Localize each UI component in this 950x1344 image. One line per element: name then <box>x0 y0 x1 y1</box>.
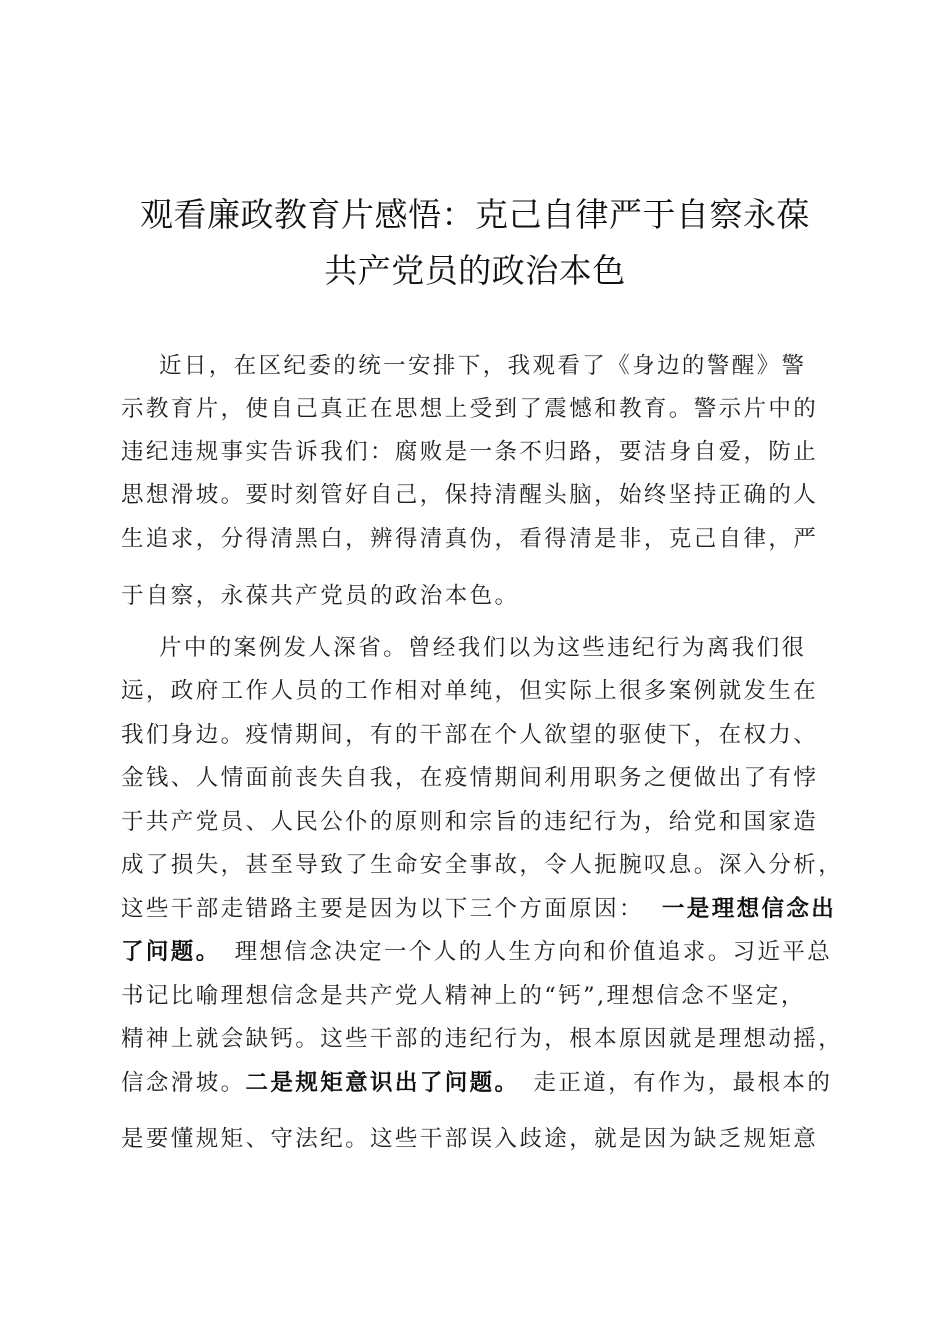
paragraph-2-line: 书记比喻理想信念是共产党人精神上的“钙”,理想信念不坚定， <box>121 983 806 1009</box>
paragraph-1-line: 违纪违规事实告诉我们：腐败是一条不归路，要洁身自爱，防止 <box>121 439 819 465</box>
document-title <box>100 187 850 299</box>
paragraph-2-line: 片中的案例发人深省。曾经我们以为这些违纪行为离我们很 <box>159 635 807 661</box>
line-text: 理想信念决定一个人的人生方向和价值追求。习近平总 <box>234 939 833 965</box>
point-1-heading: 一是理想信念出 <box>661 896 837 922</box>
title-line-1: 观看廉政教育片感悟：克己自律严于自察永葆 <box>140 195 810 234</box>
line-text: 信念滑坡。 <box>121 1070 246 1096</box>
paragraph-2-line: 是要懂规矩、守法纪。这些干部误入歧途，就是因为缺乏规矩意 <box>121 1126 819 1152</box>
paragraph-1-line: 生追求，分得清黑白，辨得清真伪，看得清是非，克己自律，严 <box>121 526 819 552</box>
paragraph-2-line: 我们身边。疫情期间，有的干部在个人欲望的驱使下，在权力、 <box>121 722 819 748</box>
paragraph-1-line: 示教育片，使自己真正在思想上受到了震憾和教育。警示片中的 <box>121 396 819 422</box>
paragraph-2-line: 远，政府工作人员的工作相对单纯，但实际上很多案例就发生在 <box>121 678 819 704</box>
paragraph-2-line: 金钱、人情面前丧失自我，在疫情期间利用职务之便做出了有悖 <box>121 765 819 791</box>
paragraph-2-line: 成了损失，甚至导致了生命安全事故，令人扼腕叹息。深入分析， <box>121 852 844 878</box>
point-2-heading: 二是规矩意识出了问题。 <box>245 1070 520 1096</box>
line-text: 这些干部走错路主要是因为以下三个方面原因： <box>121 896 644 922</box>
paragraph-1-line: 近日，在区纪委的统一安排下，我观看了《身边的警醒》警 <box>159 353 807 379</box>
paragraph-2-line <box>121 887 836 931</box>
paragraph-2-line: 于共产党员、人民公仆的原则和宗旨的违纪行为，给党和国家造 <box>121 809 819 835</box>
paragraph-2-line: 精神上就会缺钙。这些干部的违纪行为，根本原因就是理想动摇， <box>121 1026 844 1052</box>
paragraph-2-line <box>121 1061 832 1105</box>
paragraph-1-line: 思想滑坡。要时刻管好自己，保持清醒头脑，始终坚持正确的人 <box>121 482 819 508</box>
point-1-heading-end: 了问题。 <box>121 939 221 965</box>
paragraph-2-line <box>121 930 832 974</box>
title-line-2: 共产党员的政治本色 <box>324 251 626 290</box>
paragraph-1-line: 于自察，永葆共产党员的政治本色。 <box>121 583 520 609</box>
line-text: 走正道，有作为，最根本的 <box>533 1070 833 1096</box>
